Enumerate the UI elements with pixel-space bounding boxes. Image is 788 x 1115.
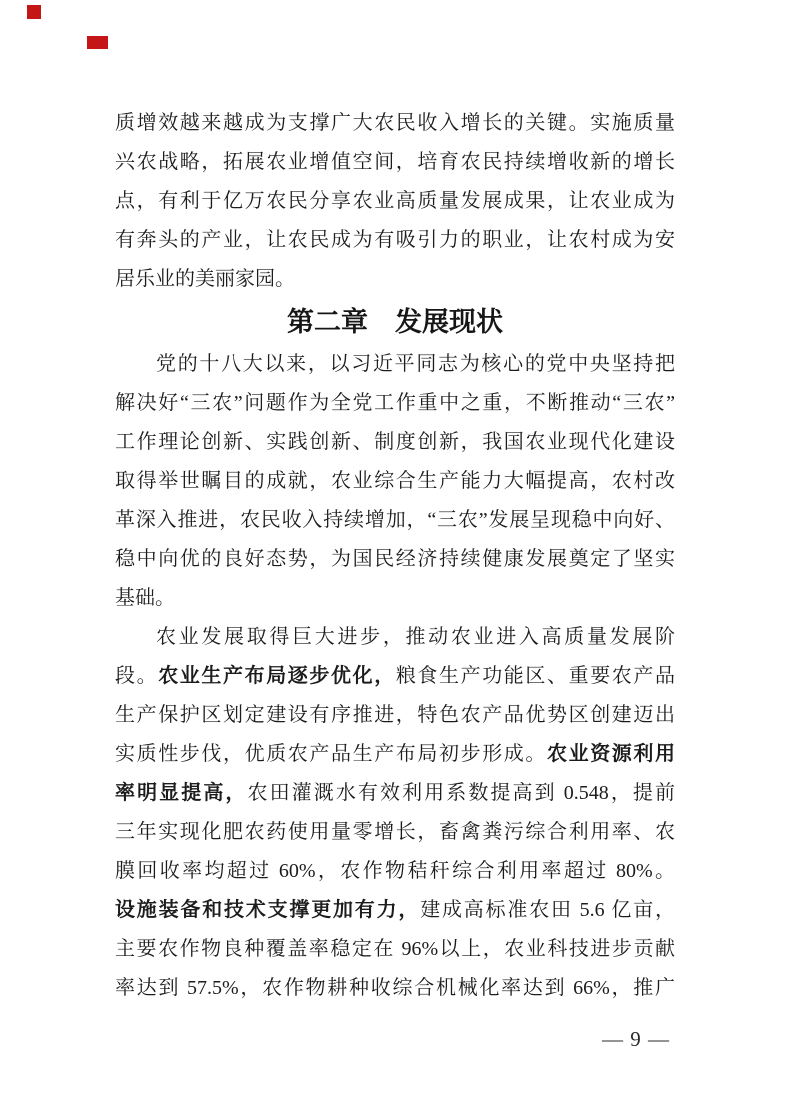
text-line bbox=[115, 104, 675, 143]
red-scan-mark bbox=[87, 36, 108, 49]
text-segment: 主要农作物良种覆盖率稳定在 96%以上，农业科技进步贡献 bbox=[115, 938, 675, 960]
page-number: — 9 — bbox=[602, 1027, 670, 1051]
text-line bbox=[115, 618, 675, 657]
text-segment: 粮食生产功能区、重要农产品 bbox=[395, 665, 675, 687]
text-segment: 基础。 bbox=[115, 587, 175, 609]
text-segment: 生产保护区划定建设有序推进，特色农产品优势区创建迈出 bbox=[115, 704, 675, 726]
bold-text-segment: 设施装备和技术支撑更加有力， bbox=[115, 899, 421, 921]
text-line bbox=[115, 345, 675, 384]
text-line bbox=[115, 774, 675, 813]
text-line bbox=[115, 969, 675, 1008]
text-segment: 段。 bbox=[115, 665, 159, 687]
text-segment: 革深入推进，农民收入持续增加，“三农”发展呈现稳中向好、 bbox=[115, 509, 675, 531]
text-line bbox=[115, 501, 675, 540]
chapter-heading: 第二章 发展现状 bbox=[287, 307, 503, 337]
text-line bbox=[115, 182, 675, 221]
text-segment: 三年实现化肥农药使用量零增长，畜禽粪污综合利用率、农 bbox=[115, 821, 675, 843]
text-segment: 质增效越来越成为支撑广大农民收入增长的关键。实施质量 bbox=[115, 112, 675, 134]
text-line bbox=[115, 930, 675, 969]
red-scan-mark bbox=[27, 5, 41, 19]
text-line bbox=[115, 657, 675, 696]
text-line bbox=[115, 540, 675, 579]
bold-text-segment: 率明显提高， bbox=[115, 782, 248, 804]
text-block bbox=[115, 104, 675, 1008]
text-line bbox=[115, 462, 675, 501]
text-segment: 党的十八大以来，以习近平同志为核心的党中央坚持把 bbox=[156, 353, 675, 375]
text-segment: 建成高标准农田 5.6 亿亩， bbox=[420, 899, 675, 921]
text-segment: 解决好“三农”问题作为全党工作重中之重，不断推动“三农” bbox=[115, 392, 675, 414]
text-segment: 稳中向优的良好态势，为国民经济持续健康发展奠定了坚实 bbox=[115, 548, 675, 570]
text-line bbox=[115, 891, 675, 930]
text-line bbox=[115, 143, 675, 182]
text-line bbox=[115, 579, 675, 618]
text-line bbox=[115, 221, 675, 260]
text-segment: 工作理论创新、实践创新、制度创新，我国农业现代化建设 bbox=[115, 431, 675, 453]
paragraph-agriculture-progress bbox=[115, 618, 675, 1008]
text-segment: 有奔头的产业，让农民成为有吸引力的职业，让农村成为安 bbox=[115, 229, 675, 251]
text-line bbox=[115, 852, 675, 891]
text-line bbox=[115, 813, 675, 852]
text-segment: 率达到 57.5%，农作物耕种收综合机械化率达到 66%，推广 bbox=[115, 977, 675, 999]
text-line bbox=[115, 384, 675, 423]
text-segment: 农田灌溉水有效利用系数提高到 0.548，提前 bbox=[247, 782, 675, 804]
text-line bbox=[115, 696, 675, 735]
text-segment: 点，有利于亿万农民分享农业高质量发展成果，让农业成为 bbox=[115, 190, 675, 212]
bold-text-segment: 农业资源利用 bbox=[547, 743, 675, 765]
text-line bbox=[115, 423, 675, 462]
text-line bbox=[115, 260, 675, 299]
text-segment: 膜回收率均超过 60%，农作物秸秆综合利用率超过 80%。 bbox=[115, 860, 675, 882]
text-segment: 居乐业的美丽家园。 bbox=[115, 268, 295, 290]
bold-text-segment: 农业生产布局逐步优化， bbox=[158, 665, 396, 687]
text-segment: 取得举世瞩目的成就，农业综合生产能力大幅提高，农村改 bbox=[115, 470, 675, 492]
text-segment: 兴农战略，拓展农业增值空间，培育农民持续增收新的增长 bbox=[115, 151, 675, 173]
text-line bbox=[115, 735, 675, 774]
text-segment: 农业发展取得巨大进步，推动农业进入高质量发展阶 bbox=[156, 626, 675, 648]
paragraph-party-achievements bbox=[115, 345, 675, 618]
paragraph-continuation bbox=[115, 104, 675, 299]
text-segment: 实质性步伐，优质农产品生产布局初步形成。 bbox=[115, 743, 547, 765]
